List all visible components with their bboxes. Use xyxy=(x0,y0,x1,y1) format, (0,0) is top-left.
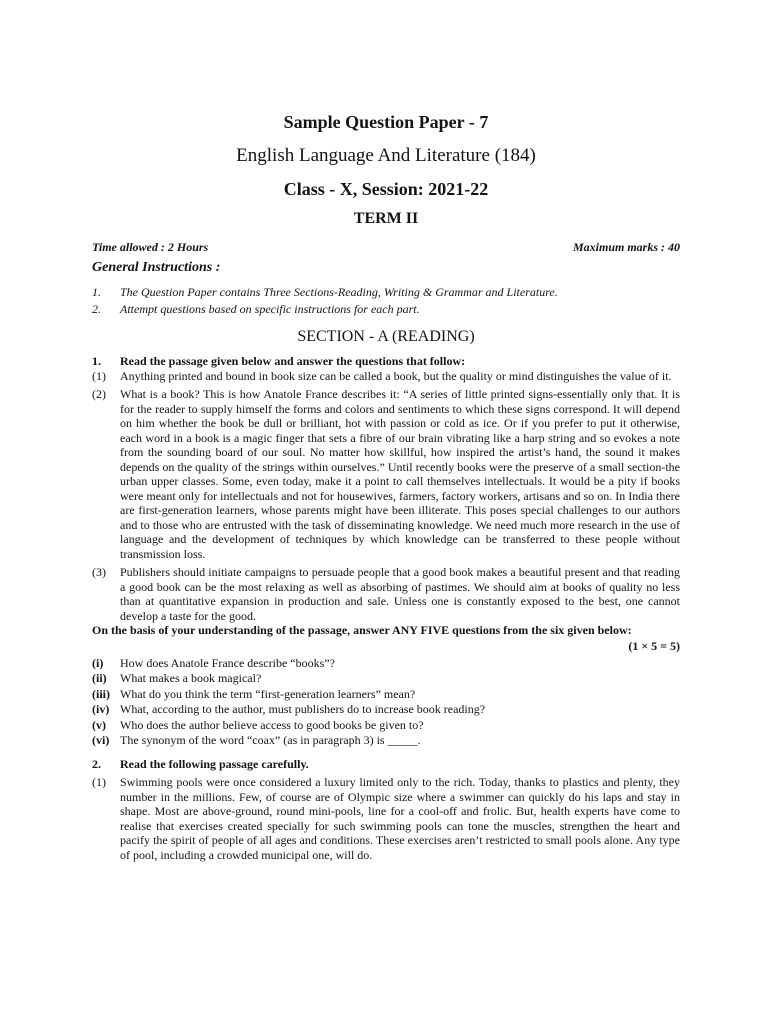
sub-question-text: The synonym of the word “coax” (as in paragraph 3) is _____. xyxy=(120,733,421,747)
paper-term: TERM II xyxy=(353,210,419,227)
paragraph-number: (1) xyxy=(92,368,106,383)
sub-question-text: What do you think the term “first-generation learners” mean? xyxy=(120,686,416,701)
sub-question xyxy=(92,671,680,687)
paragraph-number: (1) xyxy=(92,775,106,789)
question-number: 1. xyxy=(92,354,101,368)
paragraph-text: Publishers should initiate campaigns to persuade people that a good book makes a beautiful present and that reading a good book can be the most relaxing as well as absorbing of pastimes. We should aim at books of quality no less than at quantitative expansion in production and sale. Unless one is constantly exposed to the best, one cannot develop a taste for the good. xyxy=(120,565,680,623)
answer-instruction xyxy=(92,623,680,638)
sub-question xyxy=(92,702,680,718)
sub-question-number: (iv) xyxy=(92,702,110,716)
instruction-text: Attempt questions based on specific instructions for each part. xyxy=(120,302,420,316)
paragraph-text: Anything printed and bound in book size can be called a book, but the quality or mind distinguishes the value of it. xyxy=(120,368,672,383)
passage-paragraph xyxy=(92,565,680,623)
question-1-prompt xyxy=(92,354,680,369)
instruction-number: 2. xyxy=(92,302,101,316)
passage-paragraph xyxy=(92,775,680,862)
passage-paragraph xyxy=(92,387,680,561)
paragraph-text: What is a book? This is how Anatole France describes it: “A series of little printed signs-essentially only that. It is for the reader to supply himself the forms and colors and sentiments to which these signs correspond. It will depend on him whether the book be dull or brilliant, hot with passion or cold as ice. Or if you prefer to put it otherwise, each word in a book is a magic finger that sets a fibre of our brain vibrating like a harp string and so evokes a note from the sounding board of our soul. No matter how skillful, how inspired the artist’s hand, the sound it makes depends on the quality of the strings within ourselves.” Until recently books were the preserve of a small section-the urban upper classes. Some, even today, make it a point to call themselves intellectuals. It would be a pity if books were meant only for intellectuals and not for housewives, farmers, factory workers, artisans and so on. In India there are first-generation learners, whose parents might have been illiterate. This poses special challenges to our authors and to those who are entrusted with the task of disseminating knowledge. We need much more research in the use of language and the development of techniques by which knowledge can be transferred to these people without transmission loss. xyxy=(120,387,680,561)
instruction-number: 1. xyxy=(92,285,101,299)
paper-header xyxy=(92,112,680,228)
question-number: 2. xyxy=(92,756,101,771)
sub-question xyxy=(92,718,680,734)
instructions-list xyxy=(92,284,680,318)
sub-question-text: What, according to the author, must publishers do to increase book reading? xyxy=(120,702,486,716)
instruction-item xyxy=(92,284,680,301)
answer-instruction-text: On the basis of your understanding of the passage, answer ANY FIVE questions from the six given below: xyxy=(92,623,632,637)
paragraph-text: Swimming pools were once considered a luxury limited only to the rich. Today, thanks to plastics and plenty, they number in the millions. Few, of course are of Olympic size where a swimmer can quickly do his laps and stay in shape. Most are above-ground, round mini-pools, line for a cool-off and frolic. But, health experts have come to realise that exercises created specially for such swimming pools can tone the muscles, strengthen the heart and pacify the spirit of people of all ages and conditions. These exercises aren’t restricted to small pools alone. Any type of pool, including a crowded municipal one, will do. xyxy=(120,775,680,862)
marks-allocation: (1 × 5 = 5) xyxy=(628,638,680,653)
question-prompt: Read the passage given below and answer the questions that follow: xyxy=(120,354,466,368)
sub-question-text: What makes a book magical? xyxy=(120,671,262,685)
instructions-heading: General Instructions : xyxy=(92,260,221,275)
instruction-item xyxy=(92,301,680,318)
sub-question-number: (vi) xyxy=(92,733,110,747)
sub-question xyxy=(92,687,680,703)
paragraph-number: (2) xyxy=(92,387,106,401)
sub-question-number: (iii) xyxy=(92,686,110,701)
sub-question-number: (i) xyxy=(92,655,104,670)
maximum-marks: Maximum marks : 40 xyxy=(572,240,680,254)
sub-question-number: (ii) xyxy=(92,671,107,685)
sub-question-text: Who does the author believe access to good books be given to? xyxy=(120,717,424,732)
question-2-prompt xyxy=(92,757,680,772)
paper-meta xyxy=(92,240,680,255)
question-prompt: Read the following passage carefully. xyxy=(120,756,309,771)
time-allowed: Time allowed : 2 Hours xyxy=(92,240,209,254)
paper-subject: English Language And Literature (184) xyxy=(236,145,536,166)
section-a-title: SECTION - A (READING) xyxy=(297,328,475,345)
sub-question xyxy=(92,656,680,672)
sub-question-number: (v) xyxy=(92,717,106,732)
question-list xyxy=(92,656,680,749)
instruction-text: The Question Paper contains Three Sections-Reading, Writing & Grammar and Literature. xyxy=(120,285,558,299)
paragraph-number: (3) xyxy=(92,565,106,579)
sub-question-text: How does Anatole France describe “books”? xyxy=(120,655,335,670)
paper-class-session: Class - X, Session: 2021-22 xyxy=(283,179,489,199)
passage-paragraph xyxy=(92,369,680,384)
paper-title: Sample Question Paper - 7 xyxy=(283,112,489,132)
sub-question xyxy=(92,733,680,749)
